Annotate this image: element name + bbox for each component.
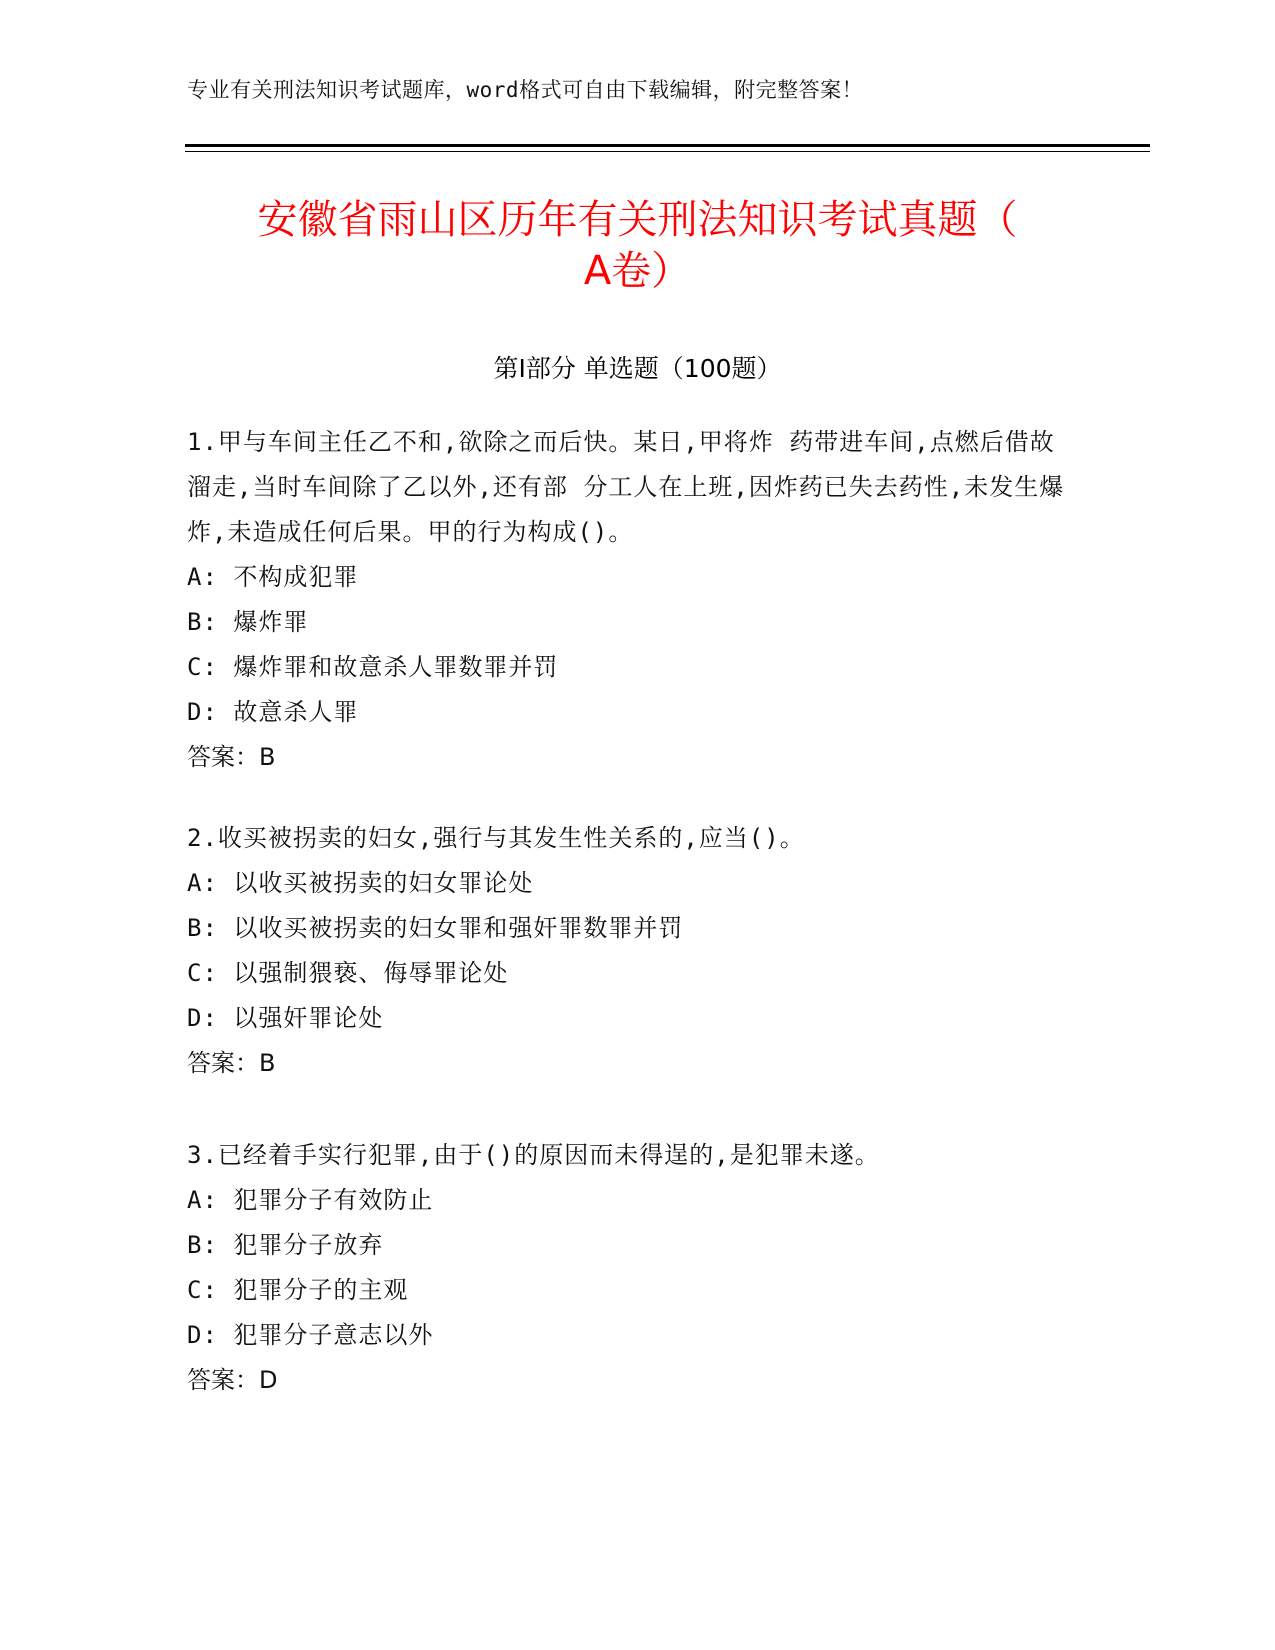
option-b: B: 犯罪分子放弃 [187, 1231, 384, 1259]
question-1 [187, 420, 1067, 780]
option-c: C: 以强制猥亵、侮辱罪论处 [187, 959, 509, 987]
answer: 答案：B [187, 1049, 276, 1077]
document-title-line2: A卷） [583, 248, 692, 294]
option-d: D: 故意杀人罪 [187, 698, 359, 726]
question-2 [187, 816, 1067, 1086]
header-rule-thick [185, 144, 1150, 147]
question-3 [187, 1133, 1067, 1403]
answer: 答案：B [187, 743, 276, 771]
option-c: C: 犯罪分子的主观 [187, 1276, 409, 1304]
option-a: A: 不构成犯罪 [187, 563, 359, 591]
option-d: D: 以强奸罪论处 [187, 1004, 384, 1032]
section-title: 第Ⅰ部分 单选题（100题） [493, 354, 782, 383]
answer: 答案：D [187, 1366, 278, 1394]
option-b: B: 以收买被拐卖的妇女罪和强奸罪数罪并罚 [187, 914, 684, 942]
question-stem: 3.已经着手实行犯罪,由于()的原因而未得逞的,是犯罪未遂。 [187, 1141, 880, 1169]
option-a: A: 犯罪分子有效防止 [187, 1186, 434, 1214]
document-title [185, 195, 1090, 297]
option-d: D: 犯罪分子意志以外 [187, 1321, 434, 1349]
header-note: 专业有关刑法知识考试题库，word格式可自由下载编辑，附完整答案！ [187, 78, 864, 102]
header-rule-thin [185, 151, 1150, 152]
option-a: A: 以收买被拐卖的妇女罪论处 [187, 869, 534, 897]
option-c: C: 爆炸罪和故意杀人罪数罪并罚 [187, 653, 559, 681]
question-stem: 1.甲与车间主任乙不和,欲除之而后快。某日,甲将炸 药带进车间,点燃后借故溜走,当时车间除了乙以外,还有部 分工人在上班,因炸药已失去药性,未发生爆炸,未造成任何后果。甲的行为构成()。 [187, 428, 1065, 546]
option-b: B: 爆炸罪 [187, 608, 309, 636]
question-stem: 2.收买被拐卖的妇女,强行与其发生性关系的,应当()。 [187, 824, 805, 852]
document-title-line1: 安徽省雨山区历年有关刑法知识考试真题（ [257, 197, 1018, 243]
